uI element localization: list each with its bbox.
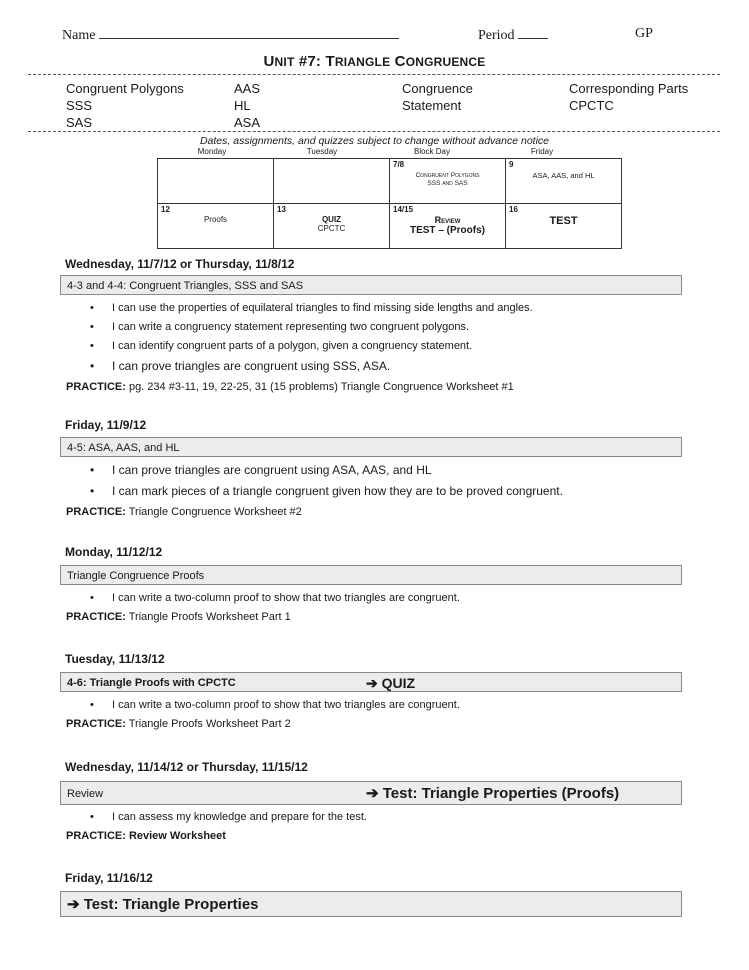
list-item: • I can prove triangles are congruent using ASA, AAS, and HL bbox=[90, 463, 432, 477]
calendar-cell: 13 QUIZ CPCTC bbox=[274, 204, 390, 249]
divider-top bbox=[28, 74, 720, 75]
period-blank-line[interactable] bbox=[518, 26, 548, 39]
section-topic-bar: 4-3 and 4-4: Congruent Triangles, SSS and SAS bbox=[60, 275, 682, 295]
section-topic-bar: 4-5: ASA, AAS, and HL bbox=[60, 437, 682, 457]
section-date: Wednesday, 11/7/12 or Thursday, 11/8/12 bbox=[65, 257, 295, 271]
period-field[interactable] bbox=[478, 26, 548, 44]
day-monday: Monday bbox=[197, 147, 227, 156]
calendar-cell: 9 ASA, AAS, and HL bbox=[506, 159, 622, 204]
list-item: • I can identify congruent parts of a polygon, given a congruency statement. bbox=[90, 340, 473, 352]
list-item: • I can write a two-column proof to show that two triangles are congruent. bbox=[90, 699, 460, 711]
section-date: Friday, 11/9/12 bbox=[65, 418, 147, 432]
list-item: • I can write a two-column proof to show that two triangles are congruent. bbox=[90, 592, 460, 604]
list-item: • I can assess my knowledge and prepare for the test. bbox=[90, 811, 367, 823]
class-label: GP bbox=[635, 26, 653, 41]
practice-line: PRACTICE: Review Worksheet bbox=[66, 830, 226, 842]
vocab-col-2: AAS HL ASA bbox=[234, 81, 261, 130]
section-topic-bar: Triangle Congruence Proofs bbox=[60, 565, 682, 585]
list-item: • I can prove triangles are congruent using SSS, ASA. bbox=[90, 359, 391, 373]
calendar-row-2 bbox=[158, 204, 622, 249]
list-item: • I can use the properties of equilateral triangles to find missing side lengths and angles. bbox=[90, 302, 533, 314]
schedule-note: Dates, assignments, and quizzes subject to change without advance notice bbox=[199, 135, 550, 147]
calendar-cell: 7/8 Congruent Polygons SSS and SAS bbox=[390, 159, 506, 204]
list-item: • I can write a congruency statement representing two congruent polygons. bbox=[90, 321, 470, 333]
calendar-cell bbox=[274, 159, 390, 204]
practice-line: PRACTICE: Triangle Congruence Worksheet #2 bbox=[66, 506, 302, 518]
practice-line: PRACTICE: pg. 234 #3-11, 19, 22-25, 31 (15 problems) Triangle Congruence Worksheet #1 bbox=[66, 381, 514, 393]
day-block: Block Day bbox=[413, 147, 450, 156]
day-tuesday: Tuesday bbox=[306, 147, 338, 156]
calendar-cell: 16 TEST bbox=[506, 204, 622, 249]
calendar-cell: 14/15 Review TEST – (Proofs) bbox=[390, 204, 506, 249]
test-callout: ➔ Test: Triangle Properties (Proofs) bbox=[366, 785, 620, 802]
section-date: Monday, 11/12/12 bbox=[65, 545, 163, 559]
section-topic-bar: Review ➔ Test: Triangle Properties (Proofs) bbox=[60, 781, 682, 805]
section-date: Tuesday, 11/13/12 bbox=[65, 652, 165, 666]
day-friday: Friday bbox=[530, 147, 554, 156]
list-item: • I can mark pieces of a triangle congruent given how they are to be proved congruent. bbox=[90, 484, 563, 498]
divider-bottom bbox=[28, 131, 720, 132]
calendar-row-1 bbox=[158, 159, 622, 204]
name-label: Name bbox=[62, 28, 96, 43]
practice-line: PRACTICE: Triangle Proofs Worksheet Part 2 bbox=[66, 718, 291, 730]
vocab-col-3: Congruence Statement bbox=[402, 81, 473, 113]
page-title: UNIT #7: TRIANGLE CONGRUENCE bbox=[263, 53, 486, 70]
period-label: Period bbox=[478, 28, 515, 43]
section-date: Friday, 11/16/12 bbox=[65, 871, 153, 885]
calendar-cell bbox=[158, 159, 274, 204]
practice-line: PRACTICE: Triangle Proofs Worksheet Part 1 bbox=[66, 611, 291, 623]
final-test-bar: ➔ Test: Triangle Properties bbox=[60, 891, 682, 917]
section-topic-bar: 4-6: Triangle Proofs with CPCTC ➔ QUIZ bbox=[60, 672, 682, 692]
section-date: Wednesday, 11/14/12 or Thursday, 11/15/12 bbox=[65, 760, 308, 774]
vocab-col-1: Congruent Polygons SSS SAS bbox=[66, 81, 184, 130]
name-blank-line[interactable] bbox=[99, 26, 399, 39]
name-field[interactable] bbox=[62, 26, 399, 44]
calendar-cell: 12 Proofs bbox=[158, 204, 274, 249]
quiz-callout: ➔ QUIZ bbox=[366, 675, 416, 691]
calendar-table bbox=[157, 158, 622, 249]
vocab-col-4: Corresponding Parts CPCTC bbox=[569, 81, 689, 113]
